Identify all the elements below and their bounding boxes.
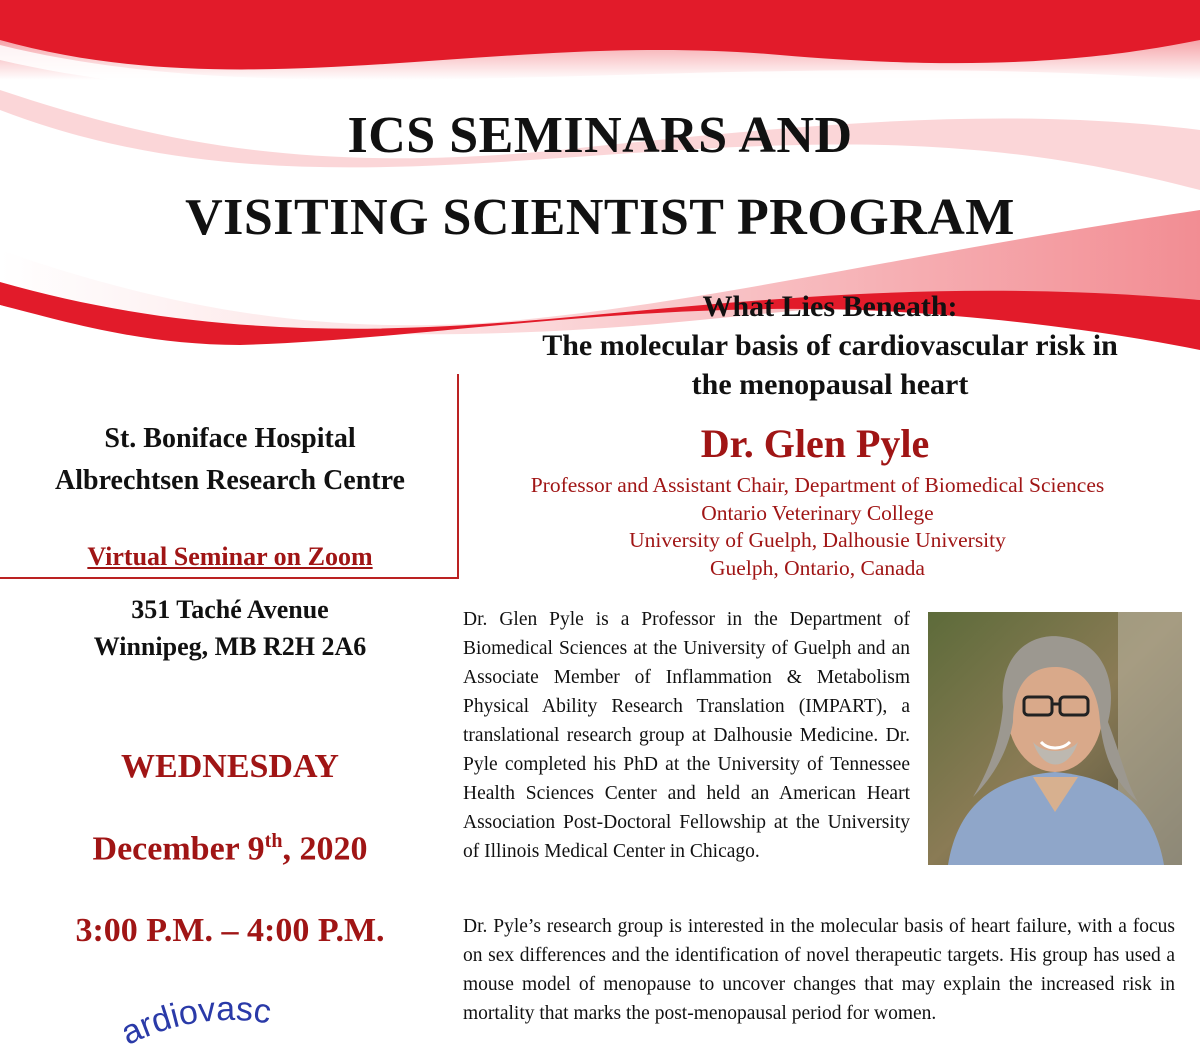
speaker-name: Dr. Glen Pyle [700,421,930,466]
horizontal-divider [0,577,458,579]
affiliation-line3: University of Guelph, Dalhousie University [629,528,1006,552]
speaker-photo [928,612,1182,865]
speaker-affiliation [460,472,1175,582]
cardiovascular-logo [100,985,360,1045]
affiliation-line2: Ontario Veterinary College [701,500,934,525]
seminar-day: WEDNESDAY [121,748,339,785]
address-line1: 351 Taché Avenue [131,595,329,624]
address-line2: Winnipeg, MB R2H 2A6 [93,632,367,661]
date-prefix: December 9 [92,830,265,868]
affiliation-line1: Professor and Assistant Chair, Department of Biomedical Sciences [530,473,1105,497]
bio-paragraph-1: Dr. Glen Pyle is a Professor in the Department of Biomedical Sciences at the University of Guelph and an Associate Member of Inflammation & Metabolism Physical Ability Research Translation (IMPART), a translational research group at Dalhousie Medicine. Dr. Pyle completed his PhD at the University of Tennessee Health Sciences Center and held an American Heart Association Post-Doctoral Fellowship at the University of Illinois Medical Center in Chicago. [463,609,910,862]
program-title-line1: ICS SEMINARS AND [347,107,853,164]
venue-line1: St. Boniface Hospital [104,423,356,454]
zoom-link[interactable] [0,542,460,572]
address-block [0,591,460,665]
venue-block [0,418,460,502]
talk-title-line3: the menopausal heart [691,368,969,401]
talk-title-line1: What Lies Beneath: [702,290,958,323]
affiliation-line4: Guelph, Ontario, Canada [710,555,925,580]
seminar-time: 3:00 P.M. – 4:00 P.M. [75,912,385,949]
date-suffix: , 2020 [282,830,368,868]
logo-text-path: ardiovasc [115,989,274,1045]
program-title-line2: VISITING SCIENTIST PROGRAM [185,189,1015,246]
zoom-link-label[interactable]: Virtual Seminar on Zoom [87,542,373,571]
venue-line2: Albrechtsen Research Centre [55,465,405,496]
bio-paragraph-2: Dr. Pyle’s research group is interested in the molecular basis of heart failure, with a focus on sex differences and the identification of novel therapeutic targets. His group has used a mouse model of menopause to uncover changes that may explain the increased risk in mortality that marks the post-menopausal period for women. [463,916,1175,1024]
logo-text [115,990,273,1045]
talk-title-line2: The molecular basis of cardiovascular risk in [542,329,1118,362]
seminar-date [0,830,460,868]
date-ordinal: th [264,830,283,852]
